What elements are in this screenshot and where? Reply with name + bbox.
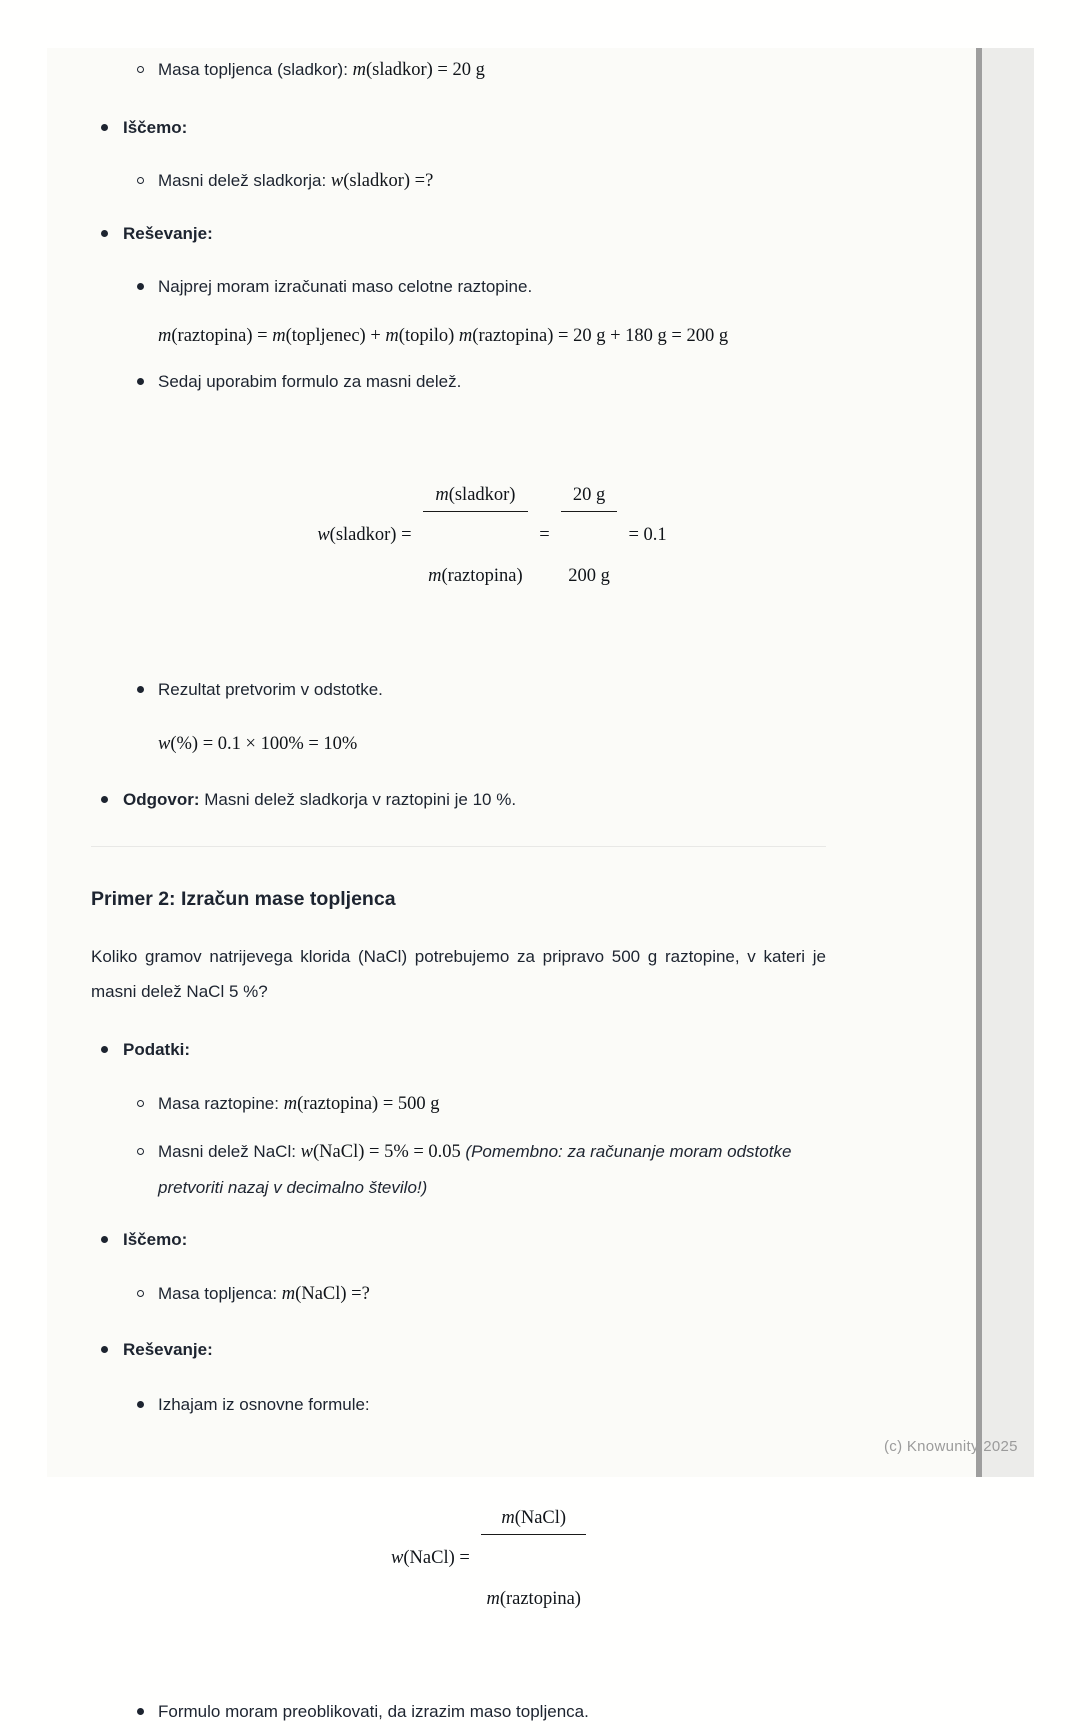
list-item-text: Podatki: xyxy=(123,1040,191,1059)
list-item-odgovor-1 xyxy=(91,782,826,817)
equation-result: = 0.1 xyxy=(623,525,667,545)
watermark: (c) Knowunity 2025 xyxy=(884,1438,1018,1455)
problem-statement-paragraph: Koliko gramov natrijevega klorida (NaCl) potrebujemo za pripravo 500 g raztopine, v kateri je masni delež NaCl 5 %? xyxy=(91,947,826,1001)
circle-bullet-icon xyxy=(137,177,144,184)
disc-bullet-icon xyxy=(137,283,144,290)
fraction-symbolic xyxy=(481,1458,586,1659)
list-item-resevanje-1 xyxy=(91,216,826,251)
fraction-numeric xyxy=(561,435,617,636)
disc-bullet-icon xyxy=(137,378,144,385)
list-item-text: Masa topljenca (sladkor): m(sladkor) = 20 g xyxy=(158,60,485,80)
list-item-masa-topljenca-sladkor xyxy=(91,52,826,88)
fraction-numerator: m(sladkor) xyxy=(423,483,528,512)
disc-bullet-icon xyxy=(101,1346,108,1353)
math-line-percent-conversion xyxy=(91,726,826,762)
list-item-text: Sedaj uporabim formulo za masni delež. xyxy=(158,372,462,391)
equation-mass-fraction-sugar xyxy=(91,435,826,636)
list-item-text: Rezultat pretvorim v odstotke. xyxy=(158,680,383,699)
disc-bullet-icon xyxy=(101,1046,108,1053)
fraction-numerator: 20 g xyxy=(561,483,617,512)
equation-lhs: w(NaCl) = xyxy=(391,1548,475,1568)
fraction-denominator: m(raztopina) xyxy=(486,1589,581,1609)
scrollbar-track[interactable] xyxy=(976,48,1034,1477)
list-item-masa-topljenca-2 xyxy=(91,1276,826,1312)
list-item-sedaj xyxy=(91,364,826,399)
equation xyxy=(317,435,666,636)
list-item-text: Masa raztopine: m(raztopina) = 500 g xyxy=(158,1094,440,1114)
equation-lhs: w(sladkor) = xyxy=(317,525,417,545)
math-line-mass-of-solution xyxy=(91,318,826,354)
fraction-numerator: m(NaCl) xyxy=(481,1506,586,1535)
fraction-denominator: m(raztopina) xyxy=(428,566,523,586)
equals-sign: = xyxy=(534,525,555,545)
list-item-iscemo-1 xyxy=(91,110,826,145)
circle-bullet-icon xyxy=(137,66,144,73)
list-item-najprej xyxy=(91,269,826,304)
section-heading-primer-2: Primer 2: Izračun mase topljenca xyxy=(91,888,396,910)
disc-bullet-icon xyxy=(137,1401,144,1408)
fraction-denominator: 200 g xyxy=(568,566,610,586)
list-item-text: Odgovor: Masni delež sladkorja v raztopini je 10 %. xyxy=(123,790,517,809)
equation-mass-fraction-nacl xyxy=(91,1458,826,1659)
list-item-masa-raztopine-2 xyxy=(91,1086,826,1122)
circle-bullet-icon xyxy=(137,1290,144,1297)
list-item-text: Iščemo: xyxy=(123,1230,188,1249)
list-item-resevanje-2 xyxy=(91,1332,826,1367)
list-item-iscemo-2 xyxy=(91,1222,826,1257)
disc-bullet-icon xyxy=(137,686,144,693)
section-divider xyxy=(91,846,826,847)
list-item-izhajam xyxy=(91,1387,826,1422)
fraction-symbolic xyxy=(423,435,528,636)
disc-bullet-icon xyxy=(101,796,108,803)
list-item-masni-delez-nacl xyxy=(91,1134,826,1205)
list-item-text: Reševanje: xyxy=(123,224,213,243)
list-item-text: Masni delež NaCl: w(NaCl) = 5% = 0.05 (Pomembno: za računanje moram odstotke pretvoriti nazaj v decimalno število!) xyxy=(158,1142,792,1197)
disc-bullet-icon xyxy=(101,1236,108,1243)
list-item-text: Masni delež sladkorja: w(sladkor) =? xyxy=(158,171,434,191)
list-item-text: Formulo moram preoblikovati, da izrazim maso topljenca. xyxy=(158,1702,589,1721)
list-item-text: Masa topljenca: m(NaCl) =? xyxy=(158,1284,370,1304)
list-item-text: Iščemo: xyxy=(123,118,188,137)
list-item-text: Najprej moram izračunati maso celotne raztopine. xyxy=(158,277,533,296)
document-content xyxy=(91,52,826,1729)
list-item-text: Izhajam iz osnovne formule: xyxy=(158,1395,370,1414)
math-expression: w(%) = 0.1 × 100% = 10% xyxy=(158,734,358,754)
disc-bullet-icon xyxy=(101,230,108,237)
circle-bullet-icon xyxy=(137,1100,144,1107)
circle-bullet-icon xyxy=(137,1148,144,1155)
list-item-rezultat xyxy=(91,672,826,707)
list-item-text: Reševanje: xyxy=(123,1340,213,1359)
math-expression: m(raztopina) = m(topljenec) + m(topilo) m(raztopina) = 20 g + 180 g = 200 g xyxy=(158,326,729,346)
equation xyxy=(391,1458,593,1659)
disc-bullet-icon xyxy=(101,124,108,131)
document-page xyxy=(47,48,976,1721)
disc-bullet-icon xyxy=(137,1708,144,1715)
list-item-formulo xyxy=(91,1694,826,1729)
list-item-podatki-2 xyxy=(91,1032,826,1067)
list-item-masni-delez-sladkorja xyxy=(91,163,826,199)
